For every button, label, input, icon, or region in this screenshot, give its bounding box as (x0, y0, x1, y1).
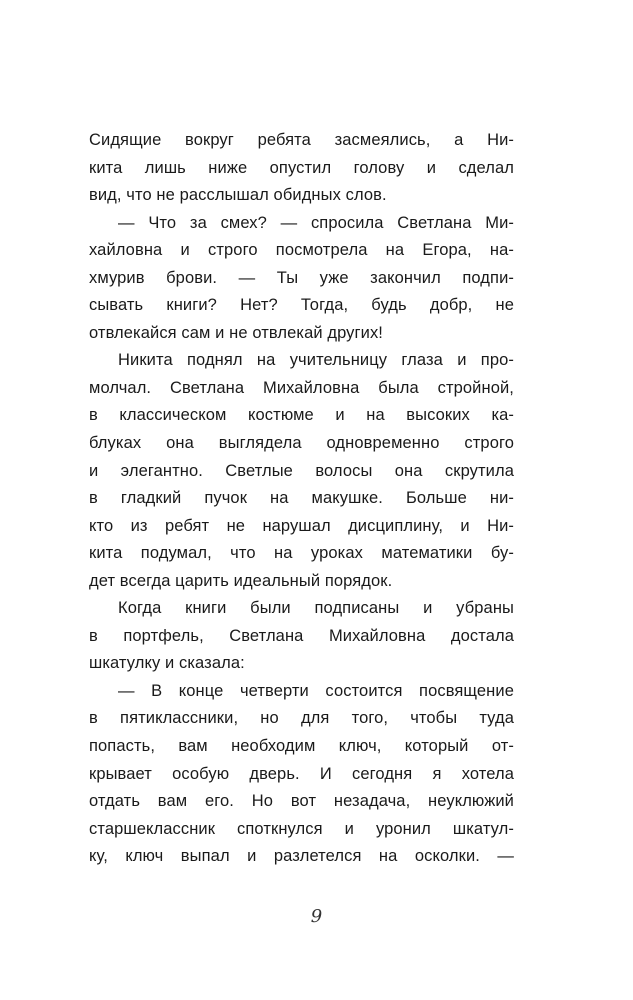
text-line: — Что за смех? — спросила Светлана Ми- (118, 213, 514, 232)
text-line: кто из ребят не нарушал дисциплину, и Ни- (89, 516, 514, 535)
text-line: Сидящие вокруг ребята засмеялись, а Ни- (89, 131, 514, 149)
text-line: отвлекайся сам и не отвлекай других! (89, 323, 383, 342)
text-line: хайловна и строго посмотрела на Егора, на- (89, 241, 514, 260)
body-text (89, 127, 514, 871)
text-line: в классическом костюме и на высоких ка- (89, 406, 514, 425)
text-line: молчал. Светлана Михайловна была стройной, (89, 378, 514, 397)
text-line: крывает особую дверь. И сегодня я хотела (89, 764, 514, 783)
text-line: кита лишь ниже опустил голову и сделал (89, 158, 514, 177)
text-line: кита подумал, что на уроках математики бу- (89, 544, 514, 563)
text-line: дет всегда царить идеальный порядок. (89, 571, 393, 590)
text-line: в портфель, Светлана Михайловна достала (89, 626, 514, 645)
text-line: вид, что не расслышал обидных слов. (89, 186, 387, 205)
text-line: ку, ключ выпал и разлетелся на осколки. — (89, 847, 514, 866)
text-line: и элегантно. Светлые волосы она скрутила (89, 461, 514, 480)
text-line: Когда книги были подписаны и убраны (118, 599, 514, 618)
page-number: 9 (310, 906, 323, 927)
text-line: Никита поднял на учительницу глаза и про- (118, 351, 514, 370)
text-line: шкатулку и сказала: (89, 654, 245, 673)
text-line: в гладкий пучок на макушке. Больше ни- (89, 489, 514, 508)
text-line: — В конце четверти состоится посвящение (118, 681, 514, 700)
text-line: попасть, вам необходим ключ, который от- (89, 737, 514, 756)
text-line: в пятиклассники, но для того, чтобы туда (89, 709, 514, 728)
text-line: блуках она выглядела одновременно строго (89, 434, 514, 453)
text-line: хмурив брови. — Ты уже закончил подпи- (89, 268, 514, 287)
text-line: сывать книги? Нет? Тогда, будь добр, не (89, 296, 514, 315)
text-line: старшеклассник споткнулся и уронил шкатул- (89, 819, 514, 838)
text-line: отдать вам его. Но вот незадача, неуклюжий (89, 792, 514, 811)
